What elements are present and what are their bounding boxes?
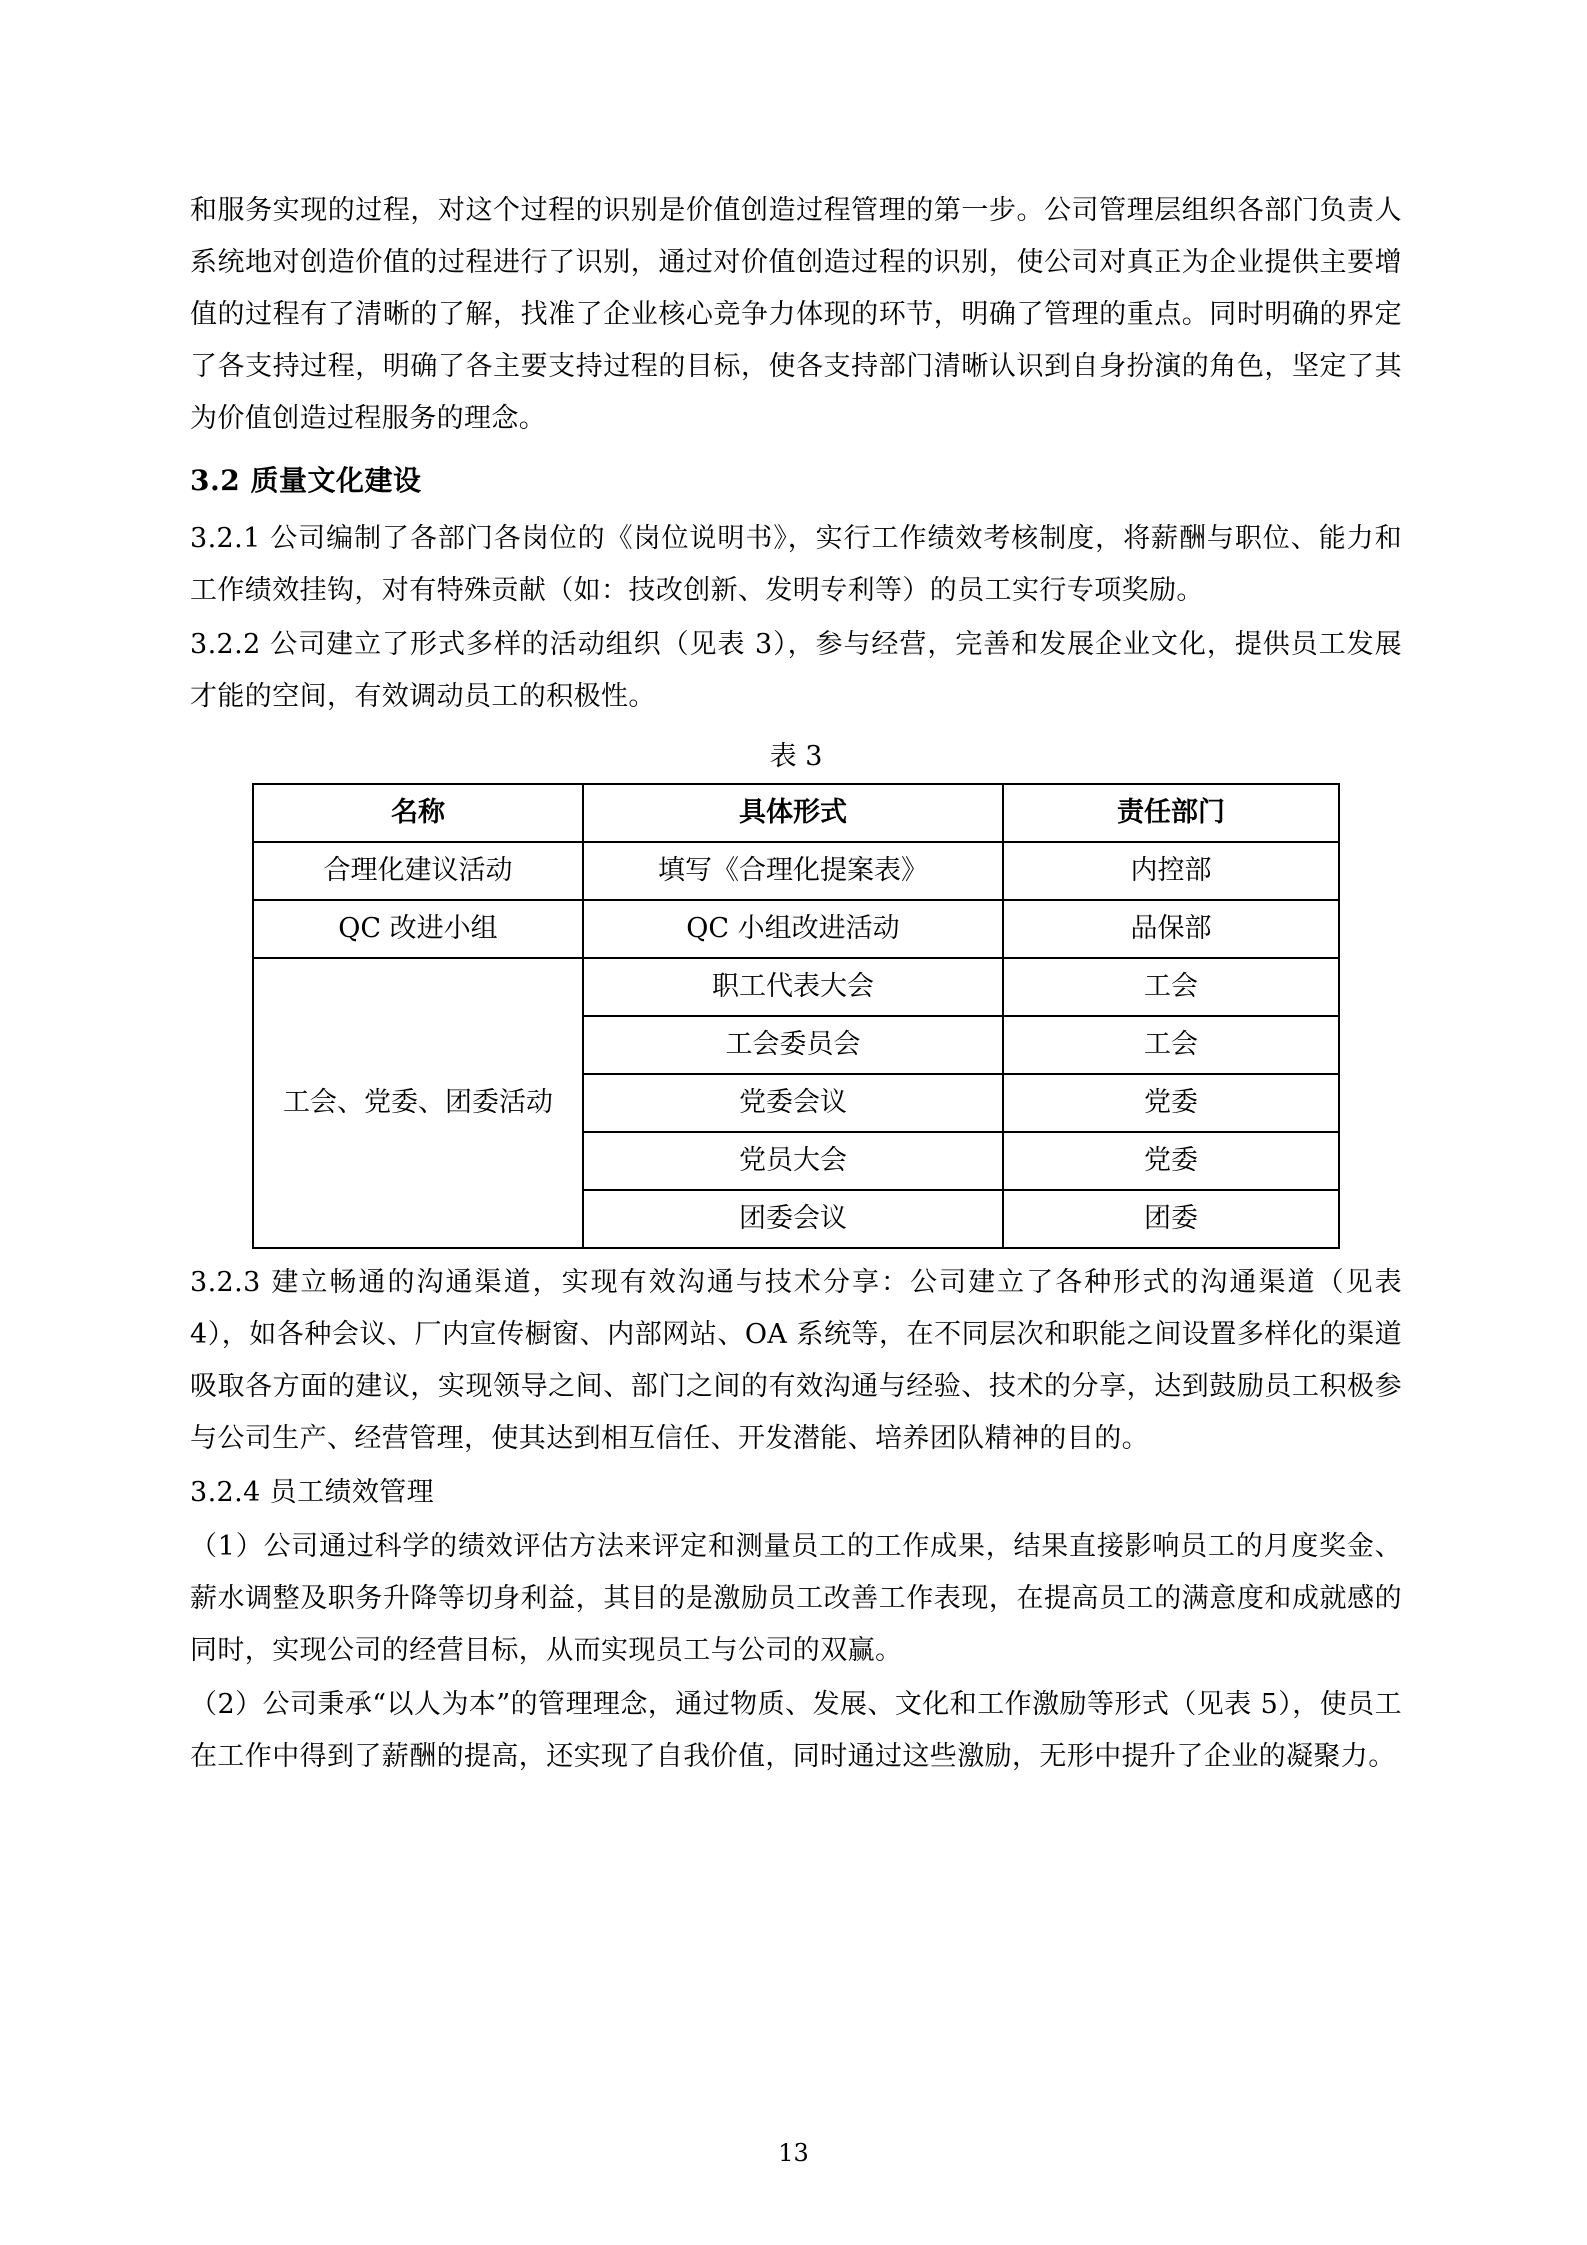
paragraph-3-2-2: 3.2.2 公司建立了形式多样的活动组织（见表 3），参与经营，完善和发展企业文化，提供员工发展才能的空间，有效调动员工的积极性。 [190,629,1402,712]
table-header-row [253,784,1339,842]
table-row [253,958,1339,1016]
table-header-cell: 名称 [253,784,583,842]
table-header-cell: 具体形式 [583,784,1003,842]
paragraph-3-2-3: 3.2.3 建立畅通的沟通渠道，实现有效沟通与技术分享：公司建立了各种形式的沟通渠道（见表 4），如各种会议、厂内宣传橱窗、内部网站、OA 系统等，在不同层次和职能之间设置多样化的渠道吸取各方面的建议，实现领导之间、部门之间的有效沟通与经验、技术的分享，达到鼓励员工积极参与公司生产、经营管理，使其达到相互信任、开发潜能、培养团队精神的目的。 [190,1267,1402,1454]
table-cell-dept: 内控部 [1003,842,1339,900]
table-cell-dept: 党委 [1003,1074,1339,1132]
table-cell-dept: 党委 [1003,1132,1339,1190]
table-row [253,900,1339,958]
table-row [253,842,1339,900]
paragraph-3-2-1: 3.2.1 公司编制了各部门各岗位的《岗位说明书》，实行工作绩效考核制度，将薪酬与职位、能力和工作绩效挂钩，对有特殊贡献（如：技改创新、发明专利等）的员工实行专项奖励。 [190,523,1402,606]
table-cell-name: QC 改进小组 [253,900,583,958]
table-cell-dept: 工会 [1003,1016,1339,1074]
paragraph-3-2-4-item-2: （2）公司秉承“以人为本”的管理理念，通过物质、发展、文化和工作激励等形式（见表 5），使员工在工作中得到了薪酬的提高，还实现了自我价值，同时通过这些激励，无形中提升了企业的凝聚力。 [190,1689,1402,1772]
table-cell-dept: 品保部 [1003,900,1339,958]
table-cell-form: 工会委员会 [583,1016,1003,1074]
table-header-cell: 责任部门 [1003,784,1339,842]
table-cell-dept: 团委 [1003,1190,1339,1248]
paragraph-3-2-4-heading: 3.2.4 员工绩效管理 [190,1477,435,1508]
page-number: 13 [778,2139,809,2167]
table-caption: 表 3 [769,741,823,772]
paragraph-intro: 和服务实现的过程，对这个过程的识别是价值创造过程管理的第一步。公司管理层组织各部门负责人系统地对创造价值的过程进行了识别，通过对价值创造过程的识别，使公司对真正为企业提供主要增值的过程有了清晰的了解，找准了企业核心竞争力体现的环节，明确了管理的重点。同时明确的界定了各支持过程，明确了各主要支持过程的目标，使各支持部门清晰认识到自身扮演的角色，坚定了其为价值创造过程服务的理念。 [190,195,1402,434]
table-cell-form: 团委会议 [583,1190,1003,1248]
table-cell-form: QC 小组改进活动 [583,900,1003,958]
table-cell-form: 职工代表大会 [583,958,1003,1016]
table-cell-form: 党委会议 [583,1074,1003,1132]
table-cell-form: 填写《合理化提案表》 [583,842,1003,900]
activities-table [252,783,1340,1249]
section-heading-3-2: 3.2 质量文化建设 [190,464,422,497]
paragraph-3-2-4-item-1: （1）公司通过科学的绩效评估方法来评定和测量员工的工作成果，结果直接影响员工的月度奖金、薪水调整及职务升降等切身利益，其目的是激励员工改善工作表现，在提高员工的满意度和成就感的同时，实现公司的经营目标，从而实现员工与公司的双赢。 [190,1531,1402,1666]
table-cell-name-merged: 工会、党委、团委活动 [253,958,583,1248]
table-cell-form: 党员大会 [583,1132,1003,1190]
table-cell-dept: 工会 [1003,958,1339,1016]
table-cell-name: 合理化建议活动 [253,842,583,900]
